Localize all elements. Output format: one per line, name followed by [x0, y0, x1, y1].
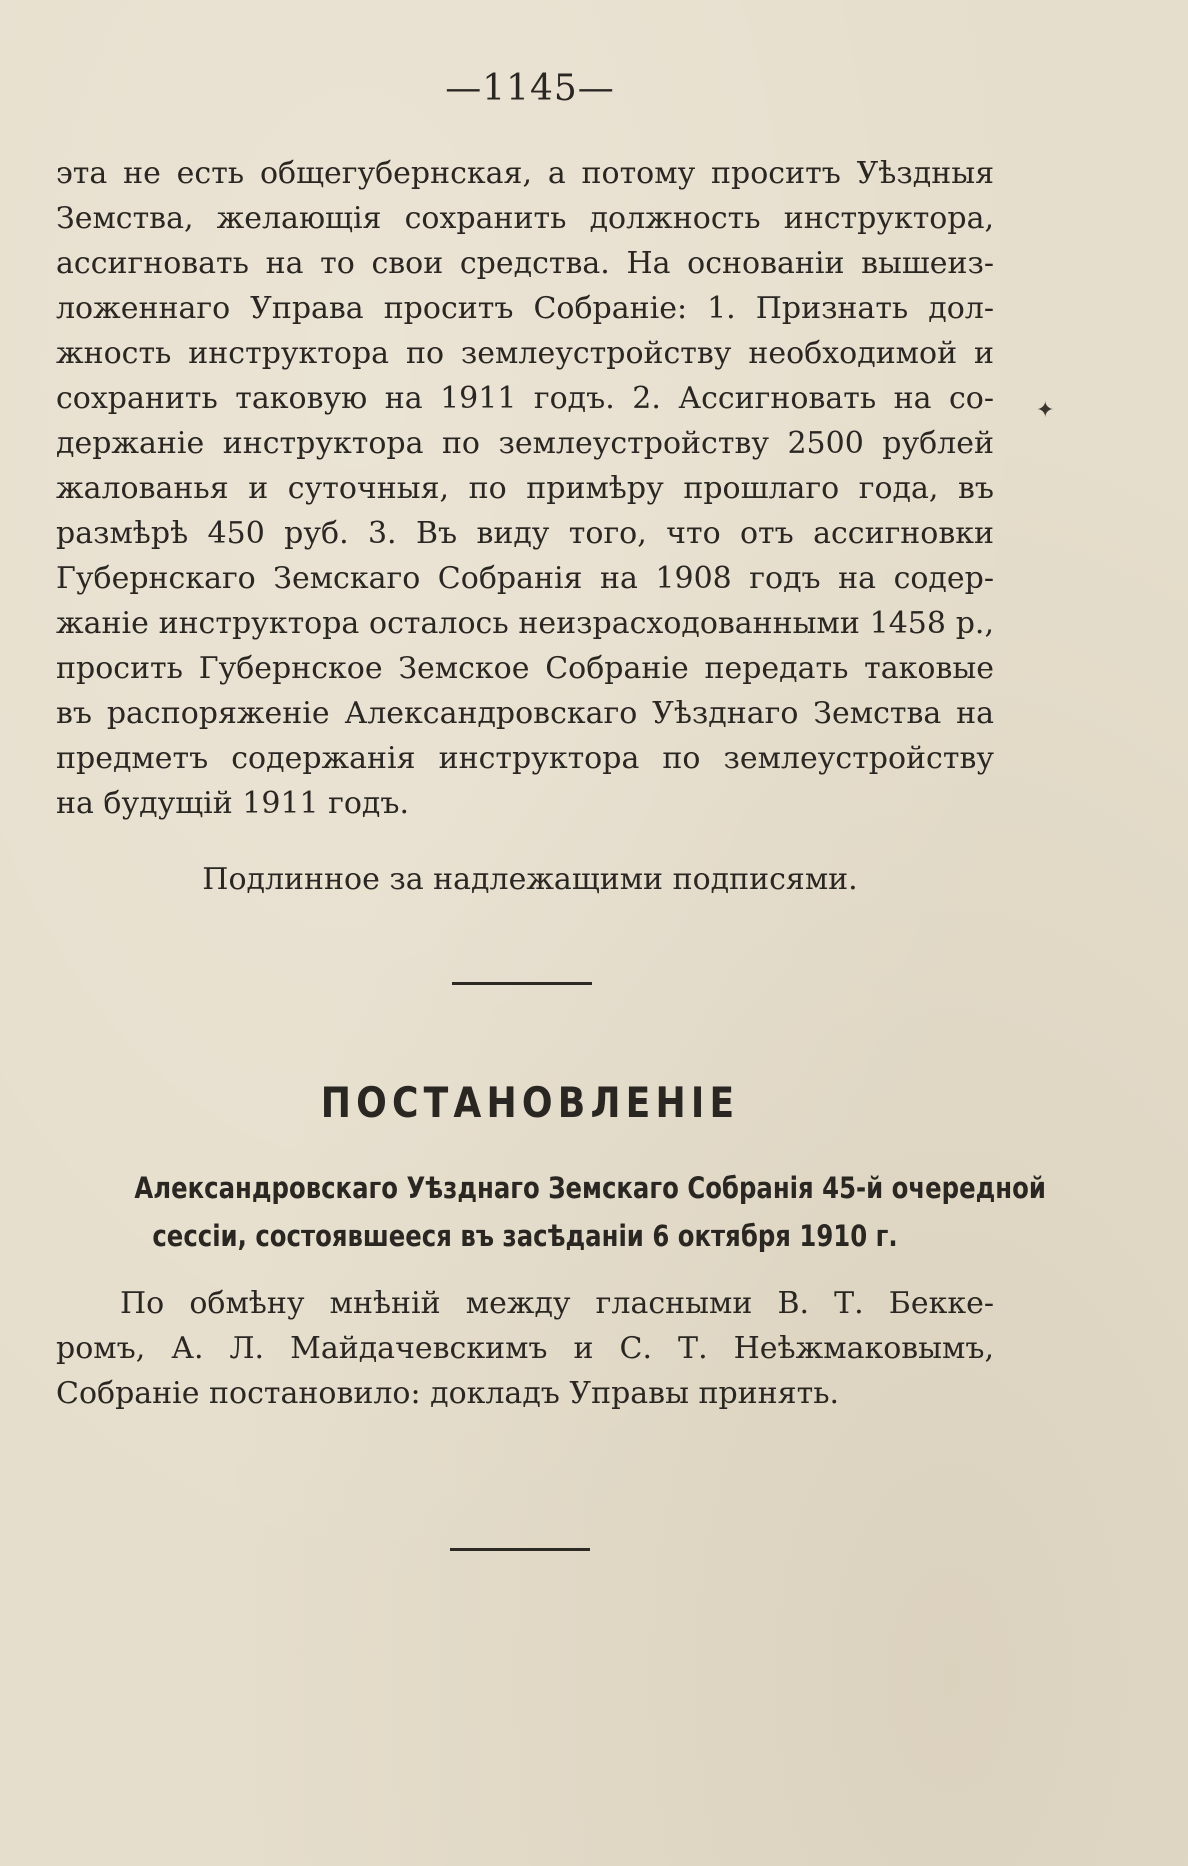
- body-line: жаніе инструктора осталось неизрасходованными 1458 р.,: [56, 606, 994, 641]
- body-line: ассигновать на то свои средства. На основаніи вышеиз-: [56, 246, 994, 281]
- page-number: —1145—: [445, 68, 615, 109]
- signature-note: Подлинное за надлежащими подписями.: [202, 862, 858, 897]
- body-line: просить Губернское Земское Собраніе передать таковые: [56, 651, 994, 686]
- section-divider: [452, 982, 592, 985]
- resolution-subheading: сессіи, состоявшееся въ засѣданіи 6 октября 1910 г.: [152, 1219, 898, 1253]
- body-line: на будущій 1911 годъ.: [56, 786, 410, 821]
- resolution-heading: ПОСТАНОВЛЕНІЕ: [320, 1078, 740, 1127]
- end-divider: [450, 1548, 590, 1551]
- body-line: Губернскаго Земскаго Собранія на 1908 годъ на содер-: [56, 561, 994, 596]
- resolution-line: ромъ, А. Л. Майдачевскимъ и С. Т. Неѣжмаковымъ,: [56, 1331, 994, 1366]
- resolution-line: Собраніе постановило: докладъ Управы принять.: [56, 1376, 840, 1411]
- body-line: сохранить таковую на 1911 годъ. 2. Ассигновать на со-: [56, 381, 994, 416]
- resolution-line: По обмѣну мнѣній между гласными В. Т. Бекке-: [120, 1286, 994, 1321]
- body-line: предметъ содержанія инструктора по землеустройству: [56, 741, 994, 776]
- body-line: размѣрѣ 450 руб. 3. Въ виду того, что отъ ассигновки: [56, 516, 994, 551]
- body-line: эта не есть общегубернская, а потому проситъ Уѣздныя: [56, 156, 994, 191]
- margin-mark: ✦: [1036, 398, 1055, 423]
- resolution-subheading: Александровскаго Уѣзднаго Земскаго Собранія 45-й очередной: [134, 1171, 1046, 1205]
- body-line: жалованья и суточныя, по примѣру прошлаго года, въ: [56, 471, 994, 506]
- body-line: держаніе инструктора по землеустройству 2500 рублей: [56, 426, 994, 461]
- body-line: ложеннаго Управа проситъ Собраніе: 1. Признать дол-: [56, 291, 994, 326]
- body-line: жность инструктора по землеустройству необходимой и: [56, 336, 994, 371]
- body-line: Земства, желающія сохранить должность инструктора,: [56, 201, 994, 236]
- body-line: въ распоряженіе Александровскаго Уѣзднаго Земства на: [56, 696, 994, 731]
